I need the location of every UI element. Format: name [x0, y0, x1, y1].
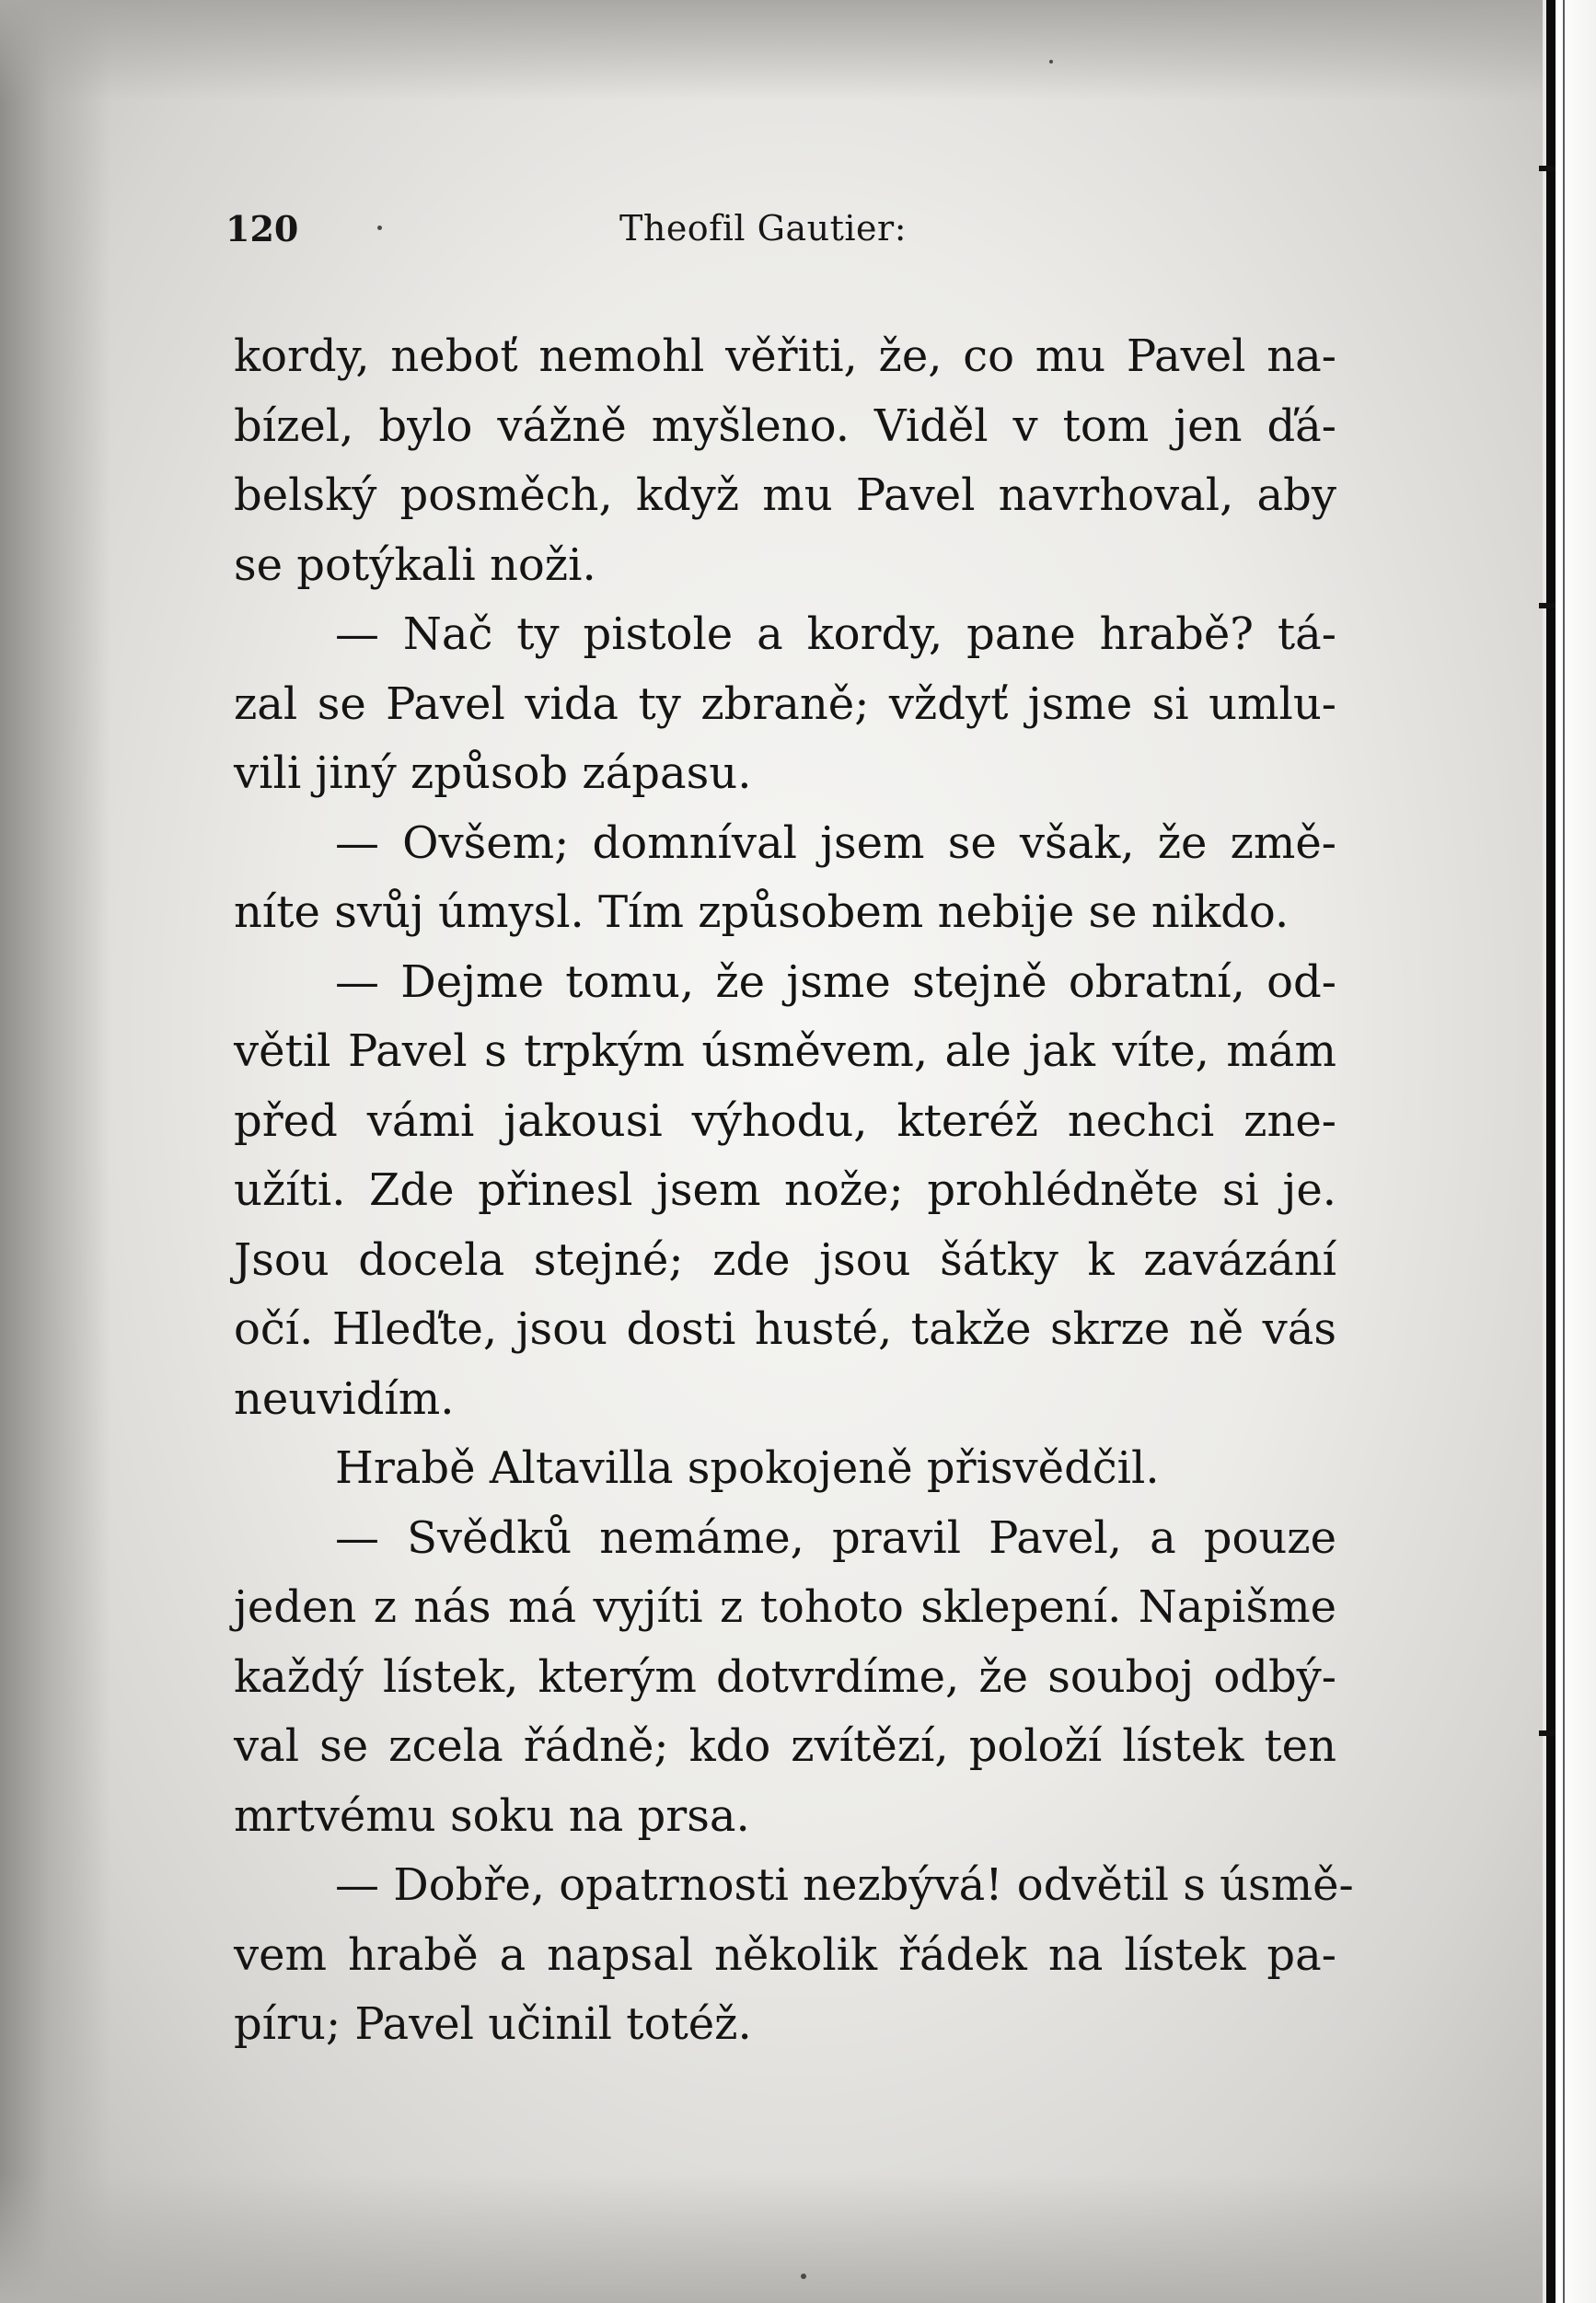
text-line: — Svědků nemáme, pravil Pavel, a pouze	[335, 1511, 1336, 1564]
text-line: Jsou docela stejné; zde jsou šátky k zavázání	[234, 1233, 1336, 1286]
text-line: belský posměch, když mu Pavel navrhoval, aby	[234, 469, 1336, 521]
text-line: — Nač ty pistole a kordy, pane hrabě? tá-	[335, 608, 1336, 660]
text-line: vili jiný způsob zápasu.	[234, 747, 752, 799]
text-line: Hrabě Altavilla spokojeně přisvědčil.	[335, 1442, 1160, 1494]
text-line: bízel, bylo vážně myšleno. Viděl v tom jen ďá-	[234, 399, 1336, 452]
text-line: — Dobře, opatrnosti nezbývá! odvětil s úsmě-	[335, 1859, 1354, 1911]
text-line: před vámi jakousi výhodu, kteréž nechci zne-	[234, 1094, 1336, 1147]
text-line: — Dejme tomu, že jsme stejně obratní, od-	[335, 955, 1336, 1008]
text-line: se potýkali noži.	[234, 538, 596, 591]
edge-tick	[1539, 603, 1556, 608]
text-line: užíti. Zde přinesl jsem nože; prohlédněte si je.	[234, 1164, 1336, 1216]
text-line: níte svůj úmysl. Tím způsobem nebije se nikdo.	[234, 886, 1290, 938]
speck	[801, 2274, 806, 2279]
text-line: mrtvému soku na prsa.	[234, 1789, 750, 1842]
text-line: každý lístek, kterým dotvrdíme, že souboj odbý-	[234, 1650, 1336, 1703]
edge-tick	[1539, 166, 1556, 171]
speck	[1049, 60, 1053, 64]
text-line: val se zcela řádně; kdo zvítězí, položí lístek ten	[234, 1720, 1336, 1772]
edge-tick	[1539, 1730, 1556, 1736]
body-text	[234, 322, 1354, 2060]
page-header	[226, 208, 1376, 254]
text-line: vem hrabě a napsal několik řádek na lístek pa-	[234, 1928, 1336, 1981]
page-number: 120	[226, 208, 299, 249]
text-line: jeden z nás má vyjíti z tohoto sklepení. Napišme	[234, 1581, 1336, 1633]
top-shadow	[0, 0, 1596, 101]
left-shadow	[0, 0, 110, 2303]
text-line: zal se Pavel vida ty zbraně; vždyť jsme si umlu-	[234, 677, 1336, 730]
text-line: očí. Hleďte, jsou dosti husté, takže skrze ně vás	[234, 1303, 1336, 1355]
text-line: větil Pavel s trpkým úsměvem, ale jak víte, mám	[234, 1025, 1336, 1077]
text-line: píru; Pavel učinil totéž.	[234, 1998, 752, 2050]
binding-edge-thin-line	[1563, 0, 1565, 2303]
text-line: — Ovšem; domníval jsem se však, že změ-	[335, 816, 1336, 869]
bottom-shadow	[0, 2174, 1596, 2303]
binding-edge-line	[1546, 0, 1556, 2303]
text-line: kordy, neboť nemohl věřiti, že, co mu Pavel na-	[234, 330, 1336, 382]
text-line: neuvidím.	[234, 1372, 455, 1425]
running-title: Theofil Gautier:	[619, 208, 907, 249]
